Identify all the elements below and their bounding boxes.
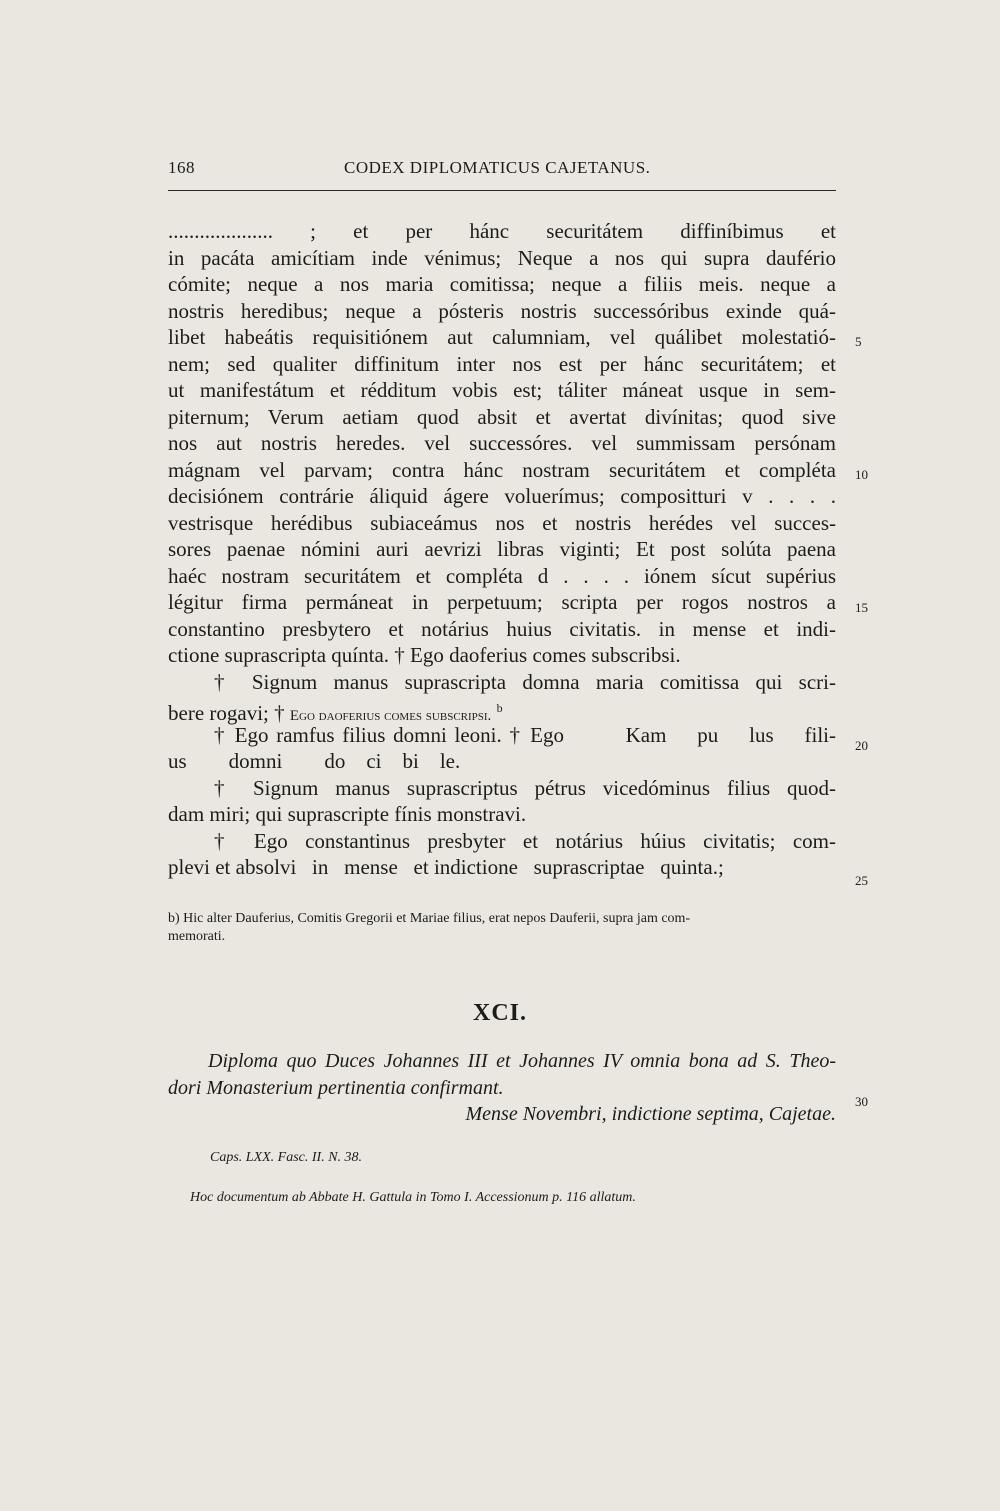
text-line: sores paenae nómini auri aevrizi libras viginti; Et post solúta paena bbox=[168, 537, 836, 561]
text-line: vestrisque herédibus subiaceámus nos et nostris herédes vel succes- bbox=[168, 510, 836, 535]
text-line: haéc nostram securitátem et compléta d . . . . iónem sícut supérius bbox=[168, 563, 836, 588]
charter-text bbox=[168, 218, 836, 881]
line-number: 25 bbox=[855, 873, 868, 888]
summary-line: Diploma quo Duces Johannes III et Johannes IV omnia bona ad S. Theo- bbox=[208, 1050, 836, 1072]
text-line: .................... ; et per hánc securitátem diffiníbimus et bbox=[168, 219, 836, 243]
text-line: cómite; neque a nos maria comitissa; neque a filiis meis. neque a bbox=[168, 272, 836, 296]
running-title: CODEX DIPLOMATICUS CAJETANUS. bbox=[344, 158, 651, 177]
footnote-line: memorati. bbox=[168, 929, 226, 944]
line-number: 30 bbox=[855, 1094, 868, 1109]
text-line: libet habeátis requisitiónem aut calumniam, vel quálibet molestatió- bbox=[168, 325, 836, 349]
line-number: 15 bbox=[855, 600, 868, 615]
document-number: XCI. bbox=[472, 1000, 527, 1026]
line-number: 20 bbox=[855, 738, 868, 753]
signum-petrus-line: † Signum manus suprascriptus pétrus vicedóminus filius quod- bbox=[214, 775, 836, 800]
signum-petrus-cont: dam miri; qui suprascripte fínis monstravi. bbox=[168, 802, 527, 826]
constantinus-line: † Ego constantinus presbyter et notárius húius civitatis; com- bbox=[214, 828, 836, 853]
footnote-line: b) Hic alter Dauferius, Comitis Gregorii et Mariae filius, erat nepos Dauferii, supra jam com- bbox=[168, 911, 691, 926]
header-rule bbox=[168, 190, 836, 191]
constantinus-cont: plevi et absolvi in mense et indictione suprascriptae quinta.; bbox=[168, 855, 724, 879]
text-line: nos aut nostris heredes. vel successóres. vel summissam persónam bbox=[168, 431, 836, 455]
text-line: constantino presbytero et notárius huius civitatis. in mense et indi- bbox=[168, 616, 836, 641]
text-line: decisiónem contrárie áliquid ágere voluerímus; compositturi v . . . . bbox=[168, 484, 836, 508]
text-line: piternum; Verum aetiam quod absit et avertat divínitas; quod sive bbox=[168, 404, 836, 429]
page-number: 168 bbox=[168, 158, 195, 177]
footnote bbox=[168, 910, 836, 946]
text-line: légitur firma permáneat in perpetuum; scripta per rogos nostros a bbox=[168, 590, 836, 614]
line-number: 10 bbox=[855, 467, 868, 482]
text-line: ctione suprascripta quínta. † Ego daoferius comes subscribsi. bbox=[168, 643, 681, 667]
source-note: Hoc documentum ab Abbate H. Gattula in Tomo I. Accessionum p. 116 allatum. bbox=[190, 1190, 636, 1205]
text-line: nem; sed qualiter diffinitum inter nos est per hánc securitátem; et bbox=[168, 351, 836, 376]
footnote-marker: b bbox=[496, 701, 503, 715]
signum-maria-line: † Signum manus suprascripta domna maria comitissa qui scri- bbox=[214, 669, 836, 694]
summary-line: dori Monasterium pertinentia confirmant. bbox=[168, 1076, 504, 1099]
page-header bbox=[168, 158, 836, 188]
signum-maria-text: bere rogavi; † bbox=[168, 701, 290, 725]
text-line: nostris heredibus; neque a pósteris nostris successóribus exinde quá- bbox=[168, 298, 836, 323]
ramfus-line: † Ego ramfus filius domni leoni. † Ego Kam pu lus fili- bbox=[214, 722, 836, 747]
archive-reference: Caps. LXX. Fasc. II. N. 38. bbox=[210, 1150, 363, 1165]
date-line: Mense Novembri, indictione septima, Cajetae. bbox=[465, 1103, 836, 1125]
document-summary bbox=[168, 1048, 836, 1128]
text-line: in pacáta amicítiam inde vénimus; Neque a nos qui supra daufério bbox=[168, 245, 836, 270]
subscription-smallcaps: Ego daoferius comes subscripsi. bbox=[289, 708, 492, 724]
ramfus-cont: us domni do ci bi le. bbox=[168, 749, 461, 773]
signum-maria-cont bbox=[168, 695, 836, 725]
text-line: ut manifestátum et rédditum vobis est; táliter máneat usque in sem- bbox=[168, 378, 836, 402]
text-line: mágnam vel parvam; contra hánc nostram securitátem et compléta bbox=[168, 457, 836, 482]
line-number: 5 bbox=[855, 334, 862, 349]
